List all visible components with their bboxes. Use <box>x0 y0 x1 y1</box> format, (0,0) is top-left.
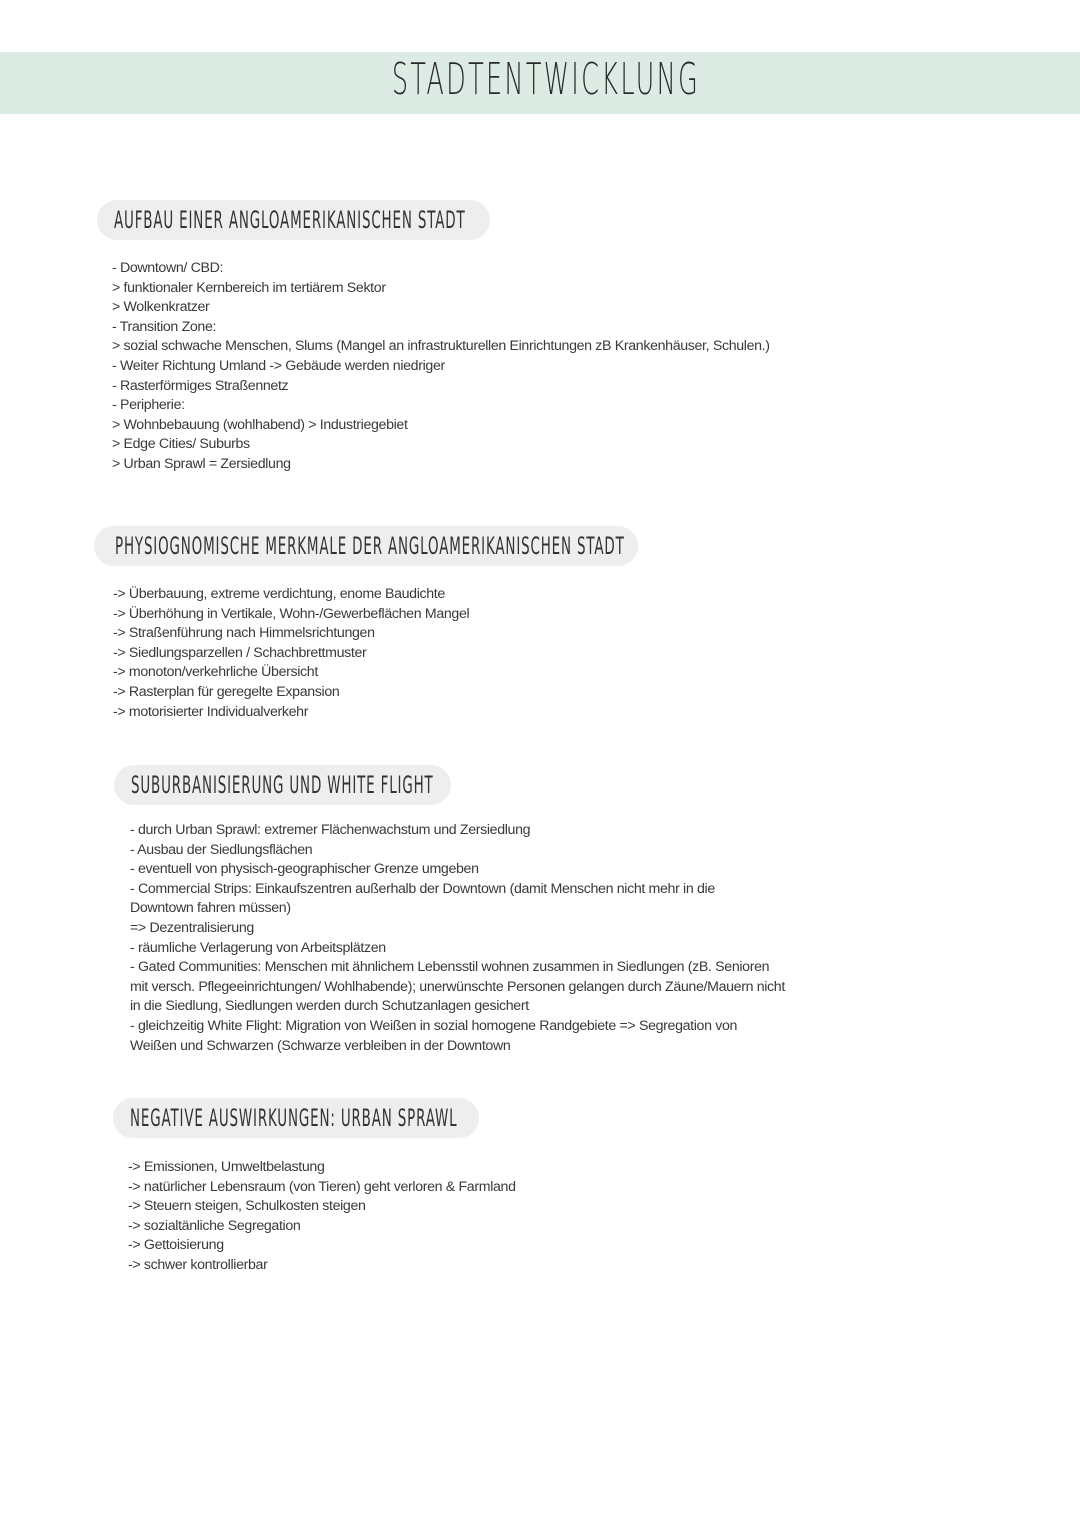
text-line: > sozial schwache Menschen, Slums (Mangel an infrastrukturellen Einrichtungen zB Krankenhäuser, Schulen.) <box>112 338 770 355</box>
text-line: - Weiter Richtung Umland -> Gebäude werden niedriger <box>112 357 445 374</box>
text-line: -> Emissionen, Umweltbelastung <box>128 1159 325 1175</box>
section-lines <box>130 821 785 1056</box>
text-line: => Dezentralisierung <box>130 919 254 936</box>
text-line: > Edge Cities/ Suburbs <box>112 436 250 453</box>
section-lines <box>113 585 469 722</box>
text-line: > funktionaler Kernbereich im tertiärem Sektor <box>112 279 386 296</box>
text-line: Downtown fahren müssen) <box>130 900 291 917</box>
section-heading: AUFBAU EINER ANGLOAMERIKANISCHEN STADT <box>114 206 466 234</box>
text-line: -> monoton/verkehrliche Übersicht <box>113 664 318 681</box>
text-line: Weißen und Schwarzen (Schwarze verbleiben in der Downtown <box>130 1037 511 1054</box>
text-line: - Transition Zone: <box>112 318 217 335</box>
text-line: -> Gettoisierung <box>128 1237 224 1254</box>
text-line: > Wolkenkratzer <box>112 299 210 316</box>
text-line: - Peripherie: <box>112 397 185 414</box>
text-line: -> schwer kontrollierbar <box>128 1256 268 1273</box>
text-line: -> motorisierter Individualverkehr <box>113 703 309 720</box>
section-heading: NEGATIVE AUSWIRKUNGEN: URBAN SPRAWL <box>130 1104 458 1132</box>
text-line: -> Siedlungsparzellen / Schachbrettmuster <box>113 644 367 661</box>
text-line: -> Überhöhung in Vertikale, Wohn-/Gewerbeflächen Mangel <box>113 605 470 622</box>
text-line: mit versch. Pflegeeinrichtungen/ Wohlhabende); unerwünschte Personen gelangen durch Zäune/Mauern nicht <box>130 978 785 995</box>
text-line: - eventuell von physisch-geographischer Grenze umgeben <box>130 861 479 878</box>
text-line: - durch Urban Sprawl: extremer Flächenwachstum und Zersiedlung <box>130 822 531 838</box>
text-line: - Rasterförmiges Straßennetz <box>112 377 289 394</box>
text-line: - gleichzeitig White Flight: Migration von Weißen in sozial homogene Randgebiete => Segregation von <box>130 1017 738 1034</box>
text-line: - räumliche Verlagerung von Arbeitsplätzen <box>130 939 386 956</box>
text-line: - Commercial Strips: Einkaufszentren außerhalb der Downtown (damit Menschen nicht mehr in die <box>130 880 715 897</box>
text-line: -> Überbauung, extreme verdichtung, enome Baudichte <box>113 586 445 602</box>
text-line: - Gated Communities: Menschen mit ähnlichem Lebensstil wohnen zusammen in Siedlungen (zB. Senioren <box>130 959 770 976</box>
section-lines <box>112 259 770 475</box>
text-line: > Urban Sprawl = Zersiedlung <box>112 455 291 472</box>
section-heading: PHYSIOGNOMISCHE MERKMALE DER ANGLOAMERIKANISCHEN STADT <box>115 532 625 560</box>
text-line: -> Straßenführung nach Himmelsrichtungen <box>113 625 375 642</box>
text-line: in die Siedlung, Siedlungen werden durch Schutzanlagen gesichert <box>130 998 529 1015</box>
text-line: > Wohnbebauung (wohlhabend) > Industriegebiet <box>112 416 408 433</box>
page-title: STADTENTWICKLUNG <box>391 54 701 105</box>
section-heading: SUBURBANISIERUNG UND WHITE FLIGHT <box>131 771 434 799</box>
text-line: -> natürlicher Lebensraum (von Tieren) geht verloren & Farmland <box>128 1178 516 1195</box>
text-line: -> Rasterplan für geregelte Expansion <box>113 683 340 700</box>
section-lines <box>128 1158 516 1276</box>
text-line: - Downtown/ CBD: <box>112 260 224 276</box>
text-line: -> Steuern steigen, Schulkosten steigen <box>128 1198 366 1215</box>
text-line: - Ausbau der Siedlungsflächen <box>130 841 313 858</box>
text-line: -> sozialtänliche Segregation <box>128 1217 301 1234</box>
